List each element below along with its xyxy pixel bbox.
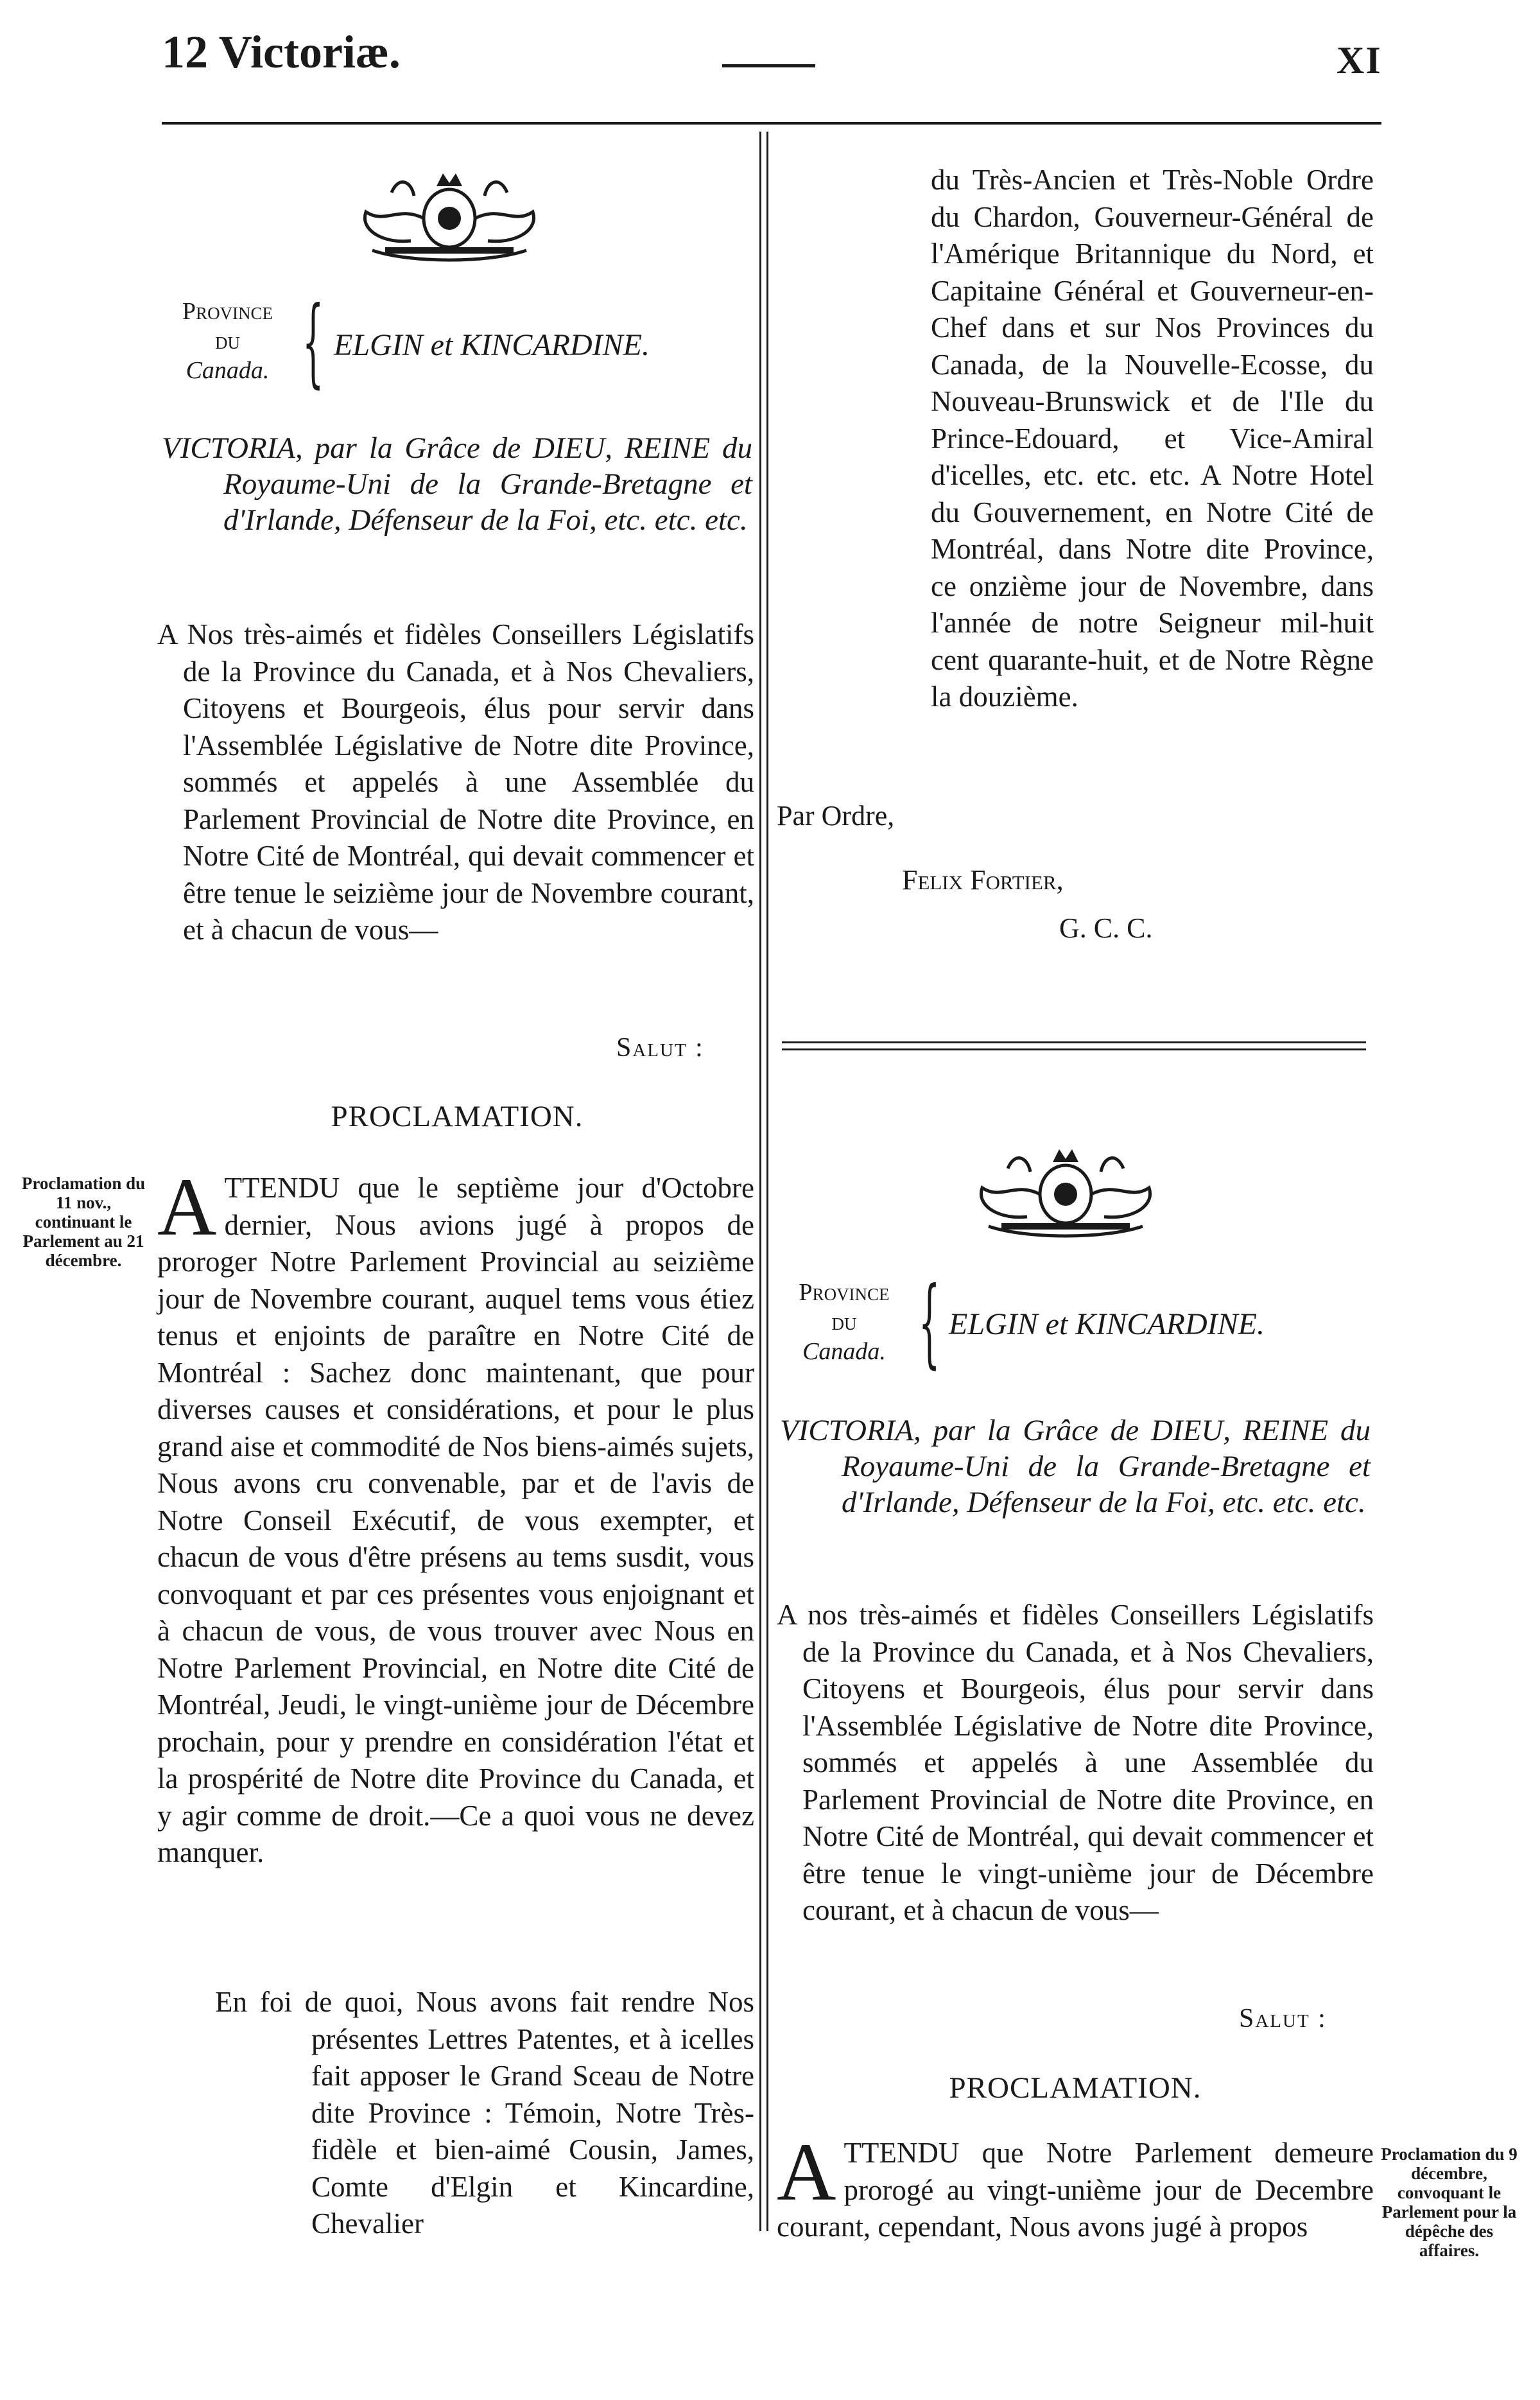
province-du: du [215, 327, 240, 354]
royal-arms-icon [347, 167, 552, 263]
header-rule [162, 122, 1381, 125]
proclamation-body-text: TTENDU que le septième jour d'Octobre dernier, Nous avions jugé à propos de proroger Notre Parlement Provincial au seizième jour de Novembre courant, auquel tems vous étiez tenus et enjoints de paraître en Notre Cité de Montréal : Sachez donc maintenant, que pour diverses causes et considérations, et pour le plus grand aise et commodité de Nos biens-aimés sujets, Nous avons cru convenable, par et de l'avis de Notre Conseil Exécutif, de vous exempter, et chacun de vous d'être présens au tems susdit, vous convoquant et par ces présentes vous enjoignant et à chacun de vous, de vous trouver avec Nous en Notre Parlement Provincial, en Notre dite Cité de Montréal, Jeudi, le vingt-unième jour de Décembre prochain, pour y prendre en considération l'état et la prospérité de Notre dite Province du Canada, et y agir comme de droit.—Ce a quoi vous ne devez manquer. [157, 1172, 754, 1868]
page-number: XI [1337, 39, 1382, 82]
proclamation-body [157, 1161, 754, 1872]
salut-label: Salut : [1239, 2004, 1327, 2033]
proclamation-body-text: TTENDU que Notre Parlement demeure prorogé au vingt-unième jour de Decembre courant, cependant, Nous avons jugé à propos [777, 2137, 1374, 2243]
running-head-left: 12 Victoriæ. [162, 26, 401, 78]
drop-cap: A [157, 1161, 217, 1253]
header-dash [722, 64, 815, 67]
victoria-titles [780, 1413, 1371, 1520]
margin-note: Proclamation du 11 nov., continuant le Parlement au 21 décembre. [21, 1174, 146, 1270]
signer-title: G. C. C. [1059, 912, 1153, 944]
address-text: A Nos très-aimés et fidèles Conseillers Législatifs de la Province du Canada, et à Nos Chevaliers, Citoyens et Bourgeois, élus pour servir dans l'Assemblée Législative de Notre dite Province, sommés et appelés à une Assemblée du Parlement Provincial de Notre dite Province, en Notre Cité de Montréal, qui devait commencer et être tenue le seizième jour de Novembre courant, et à chacun de vous— [157, 618, 754, 946]
signer-name: Felix Fortier, [902, 864, 1064, 896]
proclamation-heading: PROCLAMATION. [949, 2071, 1202, 2105]
salut-label: Salut : [616, 1033, 704, 1063]
continuation-text: du Très-Ancien et Très-Noble Ordre du Chardon, Gouverneur-Général de l'Amérique Britannique du Nord, et Capitaine Général et Gouverneur-en-Chef dans et sur Nos Provinces du Canada, de la Nouvelle-Ecosse, du Nouveau-Brunswick et de l'Ile du Prince-Edouard, et Vice-Amiral d'icelles, etc. etc. etc. A Notre Hotel du Gouvernement, en Notre Cité de Montréal, dans Notre dite Province, ce onzième jour de Novembre, dans l'année de notre Seigneur mil-huit cent quarante-huit, et de Notre Règne la douzième. [931, 164, 1374, 713]
witness-text: En foi de quoi, Nous avons fait rendre Nos présentes Lettres Patentes, et à icelles fait apposer le Grand Sceau de Notre dite Province : Témoin, Notre Très-fidèle et bien-aimé Cousin, James, Comte d'Elgin et Kincardine, Chevalier [215, 1986, 754, 2239]
brace-glyph: { [919, 1267, 940, 1378]
par-ordre: Par Ordre, [777, 800, 895, 831]
province-label: Province [182, 298, 273, 325]
proclamation-heading: PROCLAMATION. [331, 1100, 584, 1133]
address-paragraph [777, 1597, 1374, 1929]
proclamation-body [777, 2126, 1374, 2246]
section-separator [782, 1041, 1366, 1050]
address-paragraph [157, 616, 754, 949]
margin-note: Proclamation du 9 décembre, convoquant le Parlement pour la dépêche des affaires. [1381, 2144, 1518, 2260]
royal-arms-icon [963, 1143, 1168, 1239]
continuation-paragraph [777, 162, 1374, 716]
witness-paragraph [157, 1984, 754, 2243]
province-block [159, 297, 297, 385]
province-canada: Canada. [186, 357, 270, 384]
drop-cap: A [777, 2126, 836, 2218]
victoria-titles [162, 430, 752, 538]
governor-title: ELGIN et KINCARDINE. [334, 328, 650, 362]
victoria-text: VICTORIA, par la Grâce de DIEU, REINE du Royaume-Uni de la Grande-Bretagne et d'Irlande, Défenseur de la Foi, etc. etc. etc. [780, 1414, 1371, 1519]
province-label: Province [799, 1279, 890, 1306]
victoria-text: VICTORIA, par la Grâce de DIEU, REINE du Royaume-Uni de la Grande-Bretagne et d'Irlande, Défenseur de la Foi, etc. etc. etc. [162, 431, 752, 537]
province-canada: Canada. [802, 1338, 886, 1365]
governor-title: ELGIN et KINCARDINE. [949, 1307, 1265, 1341]
address-text: A nos très-aimés et fidèles Conseillers Législatifs de la Province du Canada, et à Nos Chevaliers, Citoyens et Bourgeois, élus pour servir dans l'Assemblée Législative de Notre dite Province, sommés et appelés à une Assemblée du Parlement Provincial de Notre dite Province, en Notre Cité de Montréal, qui devait commencer et être tenue le vingt-unième jour de Décembre courant, et à chacun de vous— [777, 1599, 1374, 1926]
column-divider [759, 132, 768, 2231]
province-block [774, 1278, 915, 1366]
brace-glyph: { [302, 286, 324, 398]
province-du: du [831, 1309, 857, 1335]
